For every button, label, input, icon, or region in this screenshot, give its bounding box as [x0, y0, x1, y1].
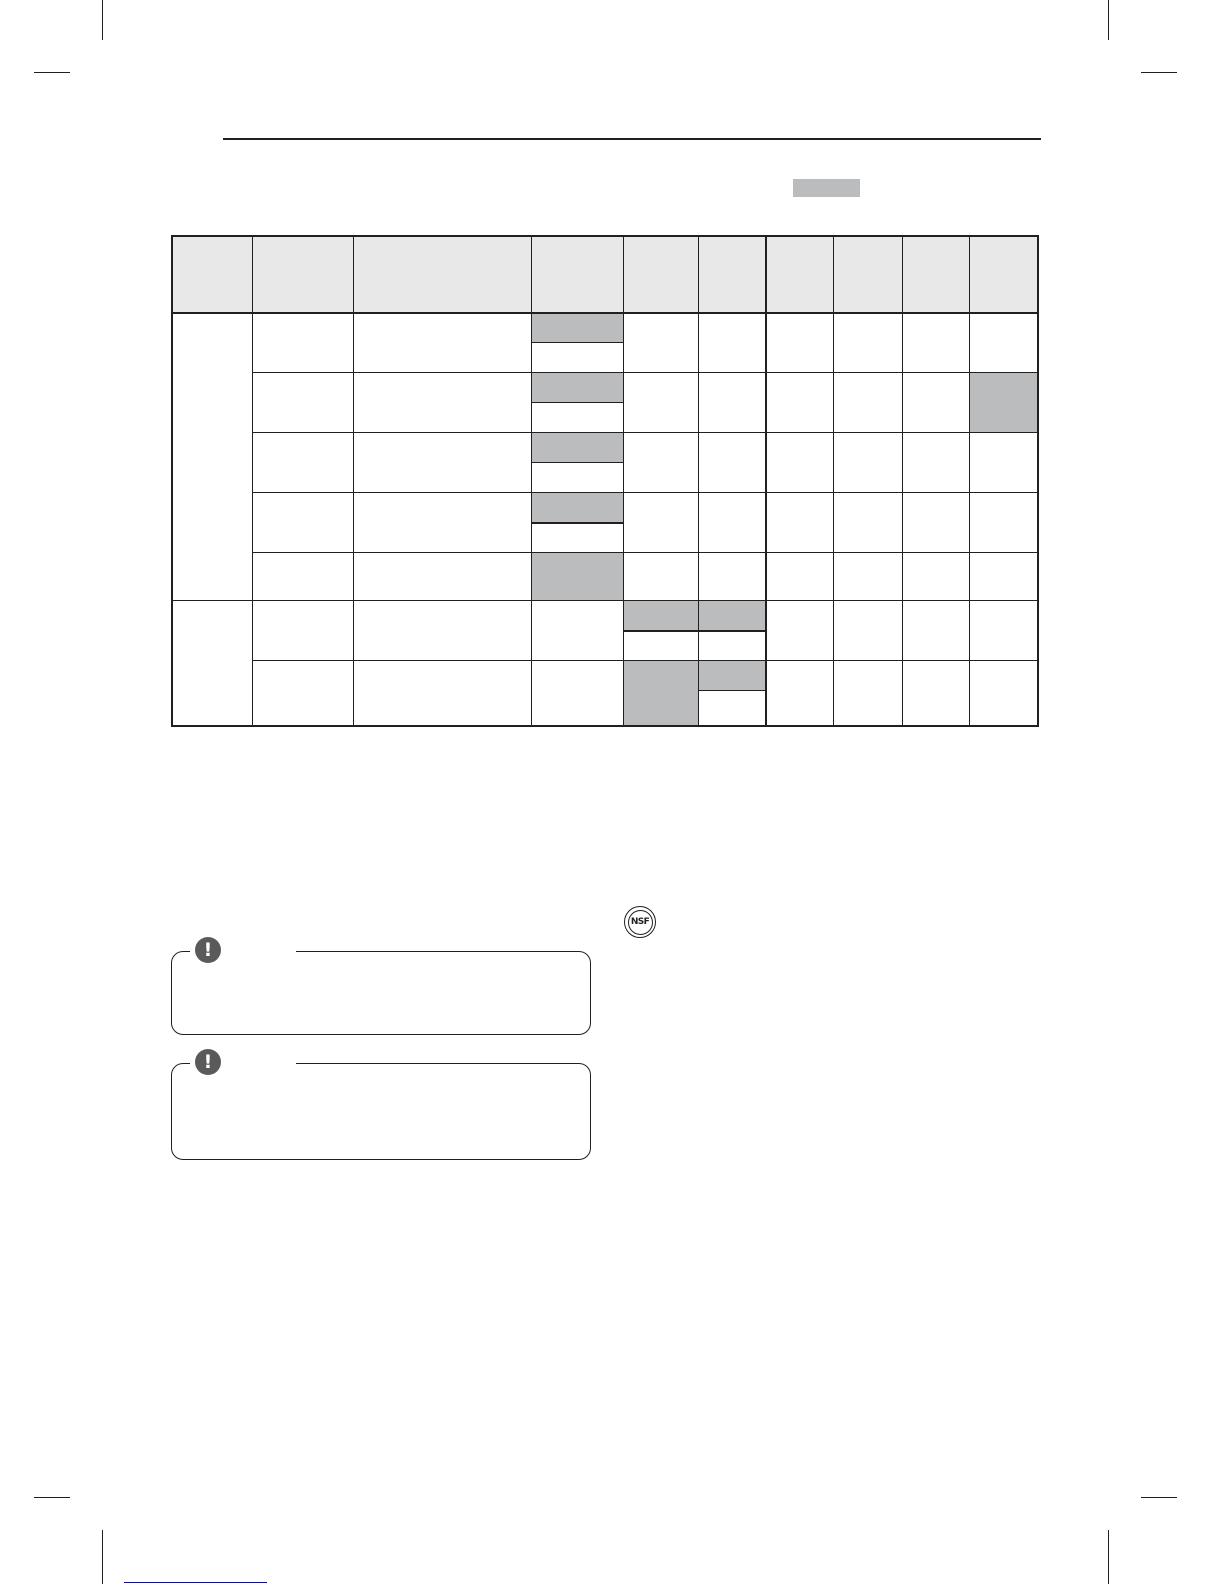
- table-subrow-divider: [531, 342, 624, 343]
- table-row-divider: [252, 552, 1038, 553]
- table-subrow-divider: [531, 522, 624, 524]
- table-row-divider: [252, 372, 1038, 373]
- note-box: [171, 951, 591, 1035]
- shaded-cell: [624, 661, 698, 725]
- table-col-divider: [531, 236, 532, 726]
- table-header-divider: [171, 312, 1038, 314]
- section-header-rule: [223, 138, 1041, 140]
- table-col-divider: [833, 236, 834, 726]
- crop-mark-bottom-left-horizontal: [34, 1497, 70, 1498]
- crop-mark-top-right-horizontal: [1141, 72, 1177, 73]
- exclamation-icon: !: [195, 937, 221, 963]
- table-col-divider: [698, 236, 699, 726]
- table-header-row: [171, 236, 1038, 313]
- shaded-cell: [531, 433, 624, 463]
- crop-mark-bottom-right-vertical: [1108, 1530, 1109, 1584]
- crop-mark-bottom-left-vertical: [102, 1530, 103, 1584]
- table-border-top: [171, 235, 1039, 237]
- footer-link-underline[interactable]: [124, 1582, 267, 1583]
- table-col-divider: [252, 236, 253, 726]
- table-subrow-divider: [698, 690, 766, 691]
- table-subrow-divider: [624, 630, 766, 632]
- table-col-divider: [902, 236, 903, 726]
- shaded-cell: [624, 601, 698, 631]
- table-group-divider: [171, 600, 1038, 601]
- table-col-divider: [623, 236, 624, 726]
- crop-mark-top-left-horizontal: [34, 72, 70, 73]
- crop-mark-bottom-right-horizontal: [1141, 1497, 1177, 1498]
- shaded-cell: [531, 373, 624, 403]
- shaded-cell: [531, 553, 624, 601]
- shaded-cell: [698, 661, 766, 691]
- table-col-divider: [765, 236, 767, 726]
- table-subrow-divider: [531, 402, 624, 403]
- shaded-cell: [531, 493, 624, 523]
- shaded-cell: [698, 601, 766, 631]
- nsf-logo-text: NSF: [628, 910, 653, 935]
- table-border-bottom: [171, 725, 1039, 727]
- table-subrow-divider: [531, 462, 624, 463]
- shaded-cell: [531, 313, 624, 343]
- shaded-cell: [970, 373, 1038, 433]
- table-col-divider: [969, 236, 970, 726]
- legend-shaded-swatch: [793, 179, 860, 197]
- exclamation-icon: !: [195, 1049, 221, 1075]
- table-border-right: [1037, 235, 1039, 726]
- table-border-left: [171, 235, 173, 726]
- crop-mark-top-left-vertical: [102, 0, 103, 40]
- crop-mark-top-right-vertical: [1108, 0, 1109, 40]
- table-row-divider: [252, 660, 1038, 661]
- nsf-certification-logo: [624, 906, 656, 938]
- note-box: [171, 1063, 591, 1160]
- table-row-divider: [252, 432, 1038, 433]
- table-row-divider: [252, 492, 1038, 493]
- table-col-divider: [353, 236, 354, 726]
